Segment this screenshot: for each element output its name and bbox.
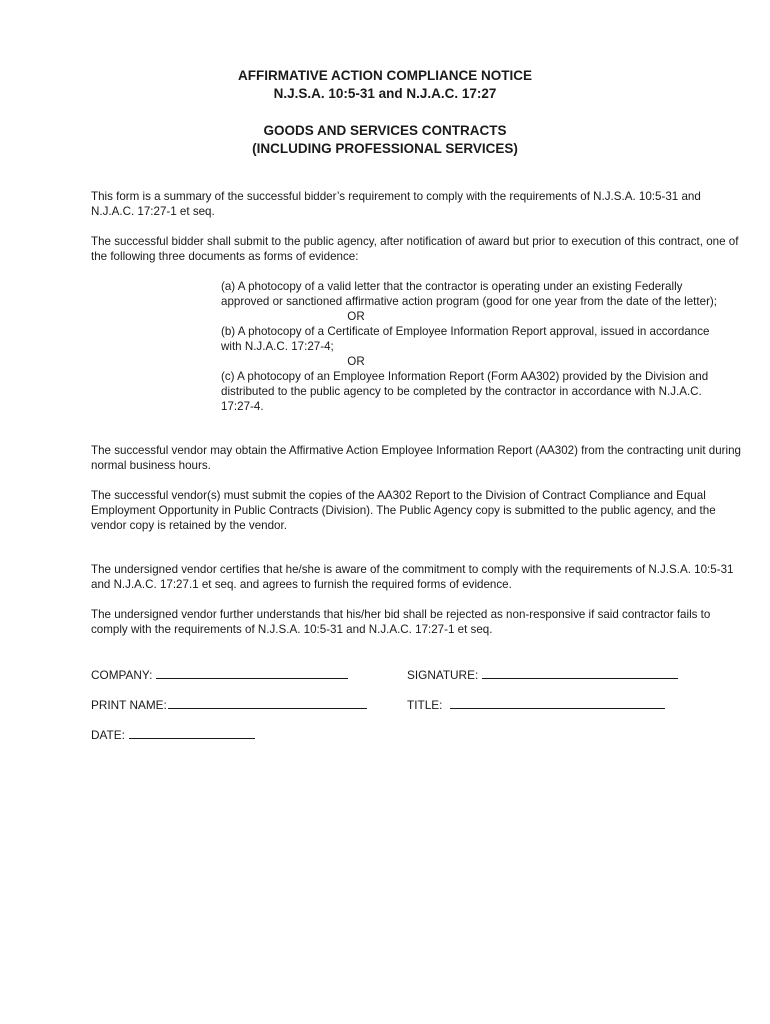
signature-label: SIGNATURE: [407,668,479,682]
company-label: COMPANY: [91,668,153,682]
title-label: TITLE: [407,698,443,712]
date-field[interactable] [91,726,255,743]
option-b: (b) A photocopy of a Certificate of Employee Information Report approval, issued in accordance with N.J.A.C. 17:27-4; [221,325,710,353]
title-line-2: N.J.S.A. 10:5-31 and N.J.A.C. 17:27 [273,86,497,101]
print-name-line[interactable] [168,696,367,709]
intro-paragraph: This form is a summary of the successful bidder’s requirement to comply with the requirements of N.J.S.A. 10:5-31 and N.J.A.C. 17:27-1 et seq. [91,190,701,218]
company-field[interactable] [91,666,348,683]
print-name-field[interactable] [91,696,367,713]
date-label: DATE: [91,728,125,742]
date-line[interactable] [129,726,255,739]
document-title [0,67,770,103]
option-c: (c) A photocopy of an Employee Information Report (Form AA302) provided by the Division and distributed to the public agency to be completed by the contractor in accordance with N.J.A.C. 17:27-4. [221,370,709,413]
title-line[interactable] [450,696,665,709]
submission-paragraph: The successful bidder shall submit to the public agency, after notification of award but prior to execution of this contract, one of the following three documents as forms of evidence: [91,235,739,263]
subtitle-line-1: GOODS AND SERVICES CONTRACTS [263,123,507,138]
vendor-obtain-paragraph: The successful vendor may obtain the Affirmative Action Employee Information Report (AA302) from the contracting unit during normal business hours. [91,444,742,472]
print-name-label: PRINT NAME: [91,698,167,712]
signature-field[interactable] [407,666,678,683]
certification-paragraph: The undersigned vendor certifies that he/she is aware of the commitment to comply with the requirements of N.J.S.A. 10:5-31 and N.J.A.C. 17:27.1 et seq. and agrees to furnish the required forms of evidence. [91,563,734,591]
or-separator: OR [347,310,365,323]
document-subtitle [0,122,770,158]
company-line[interactable] [156,666,348,679]
option-a: (a) A photocopy of a valid letter that the contractor is operating under an existing Federally approved or sanctioned affirmative action program (good for one year from the date of the letter); [221,280,718,308]
rejection-paragraph: The undersigned vendor further understands that his/her bid shall be rejected as non-responsive if said contractor fails to comply with the requirements of N.J.S.A. 10:5-31 and N.J.A.C. 17:27-1 et seq. [91,608,711,636]
title-field[interactable] [407,696,665,713]
signature-line[interactable] [482,666,678,679]
subtitle-line-2: (INCLUDING PROFESSIONAL SERVICES) [252,141,518,156]
vendor-submit-paragraph: The successful vendor(s) must submit the copies of the AA302 Report to the Division of Contract Compliance and Equal Employment Opportunity in Public Contracts (Division). The Public Agency copy is submitted to the public agency, and the vendor copy is retained by the vendor. [91,489,716,532]
or-separator: OR [347,355,365,368]
evidence-options [221,279,731,414]
title-line-1: AFFIRMATIVE ACTION COMPLIANCE NOTICE [238,68,532,83]
